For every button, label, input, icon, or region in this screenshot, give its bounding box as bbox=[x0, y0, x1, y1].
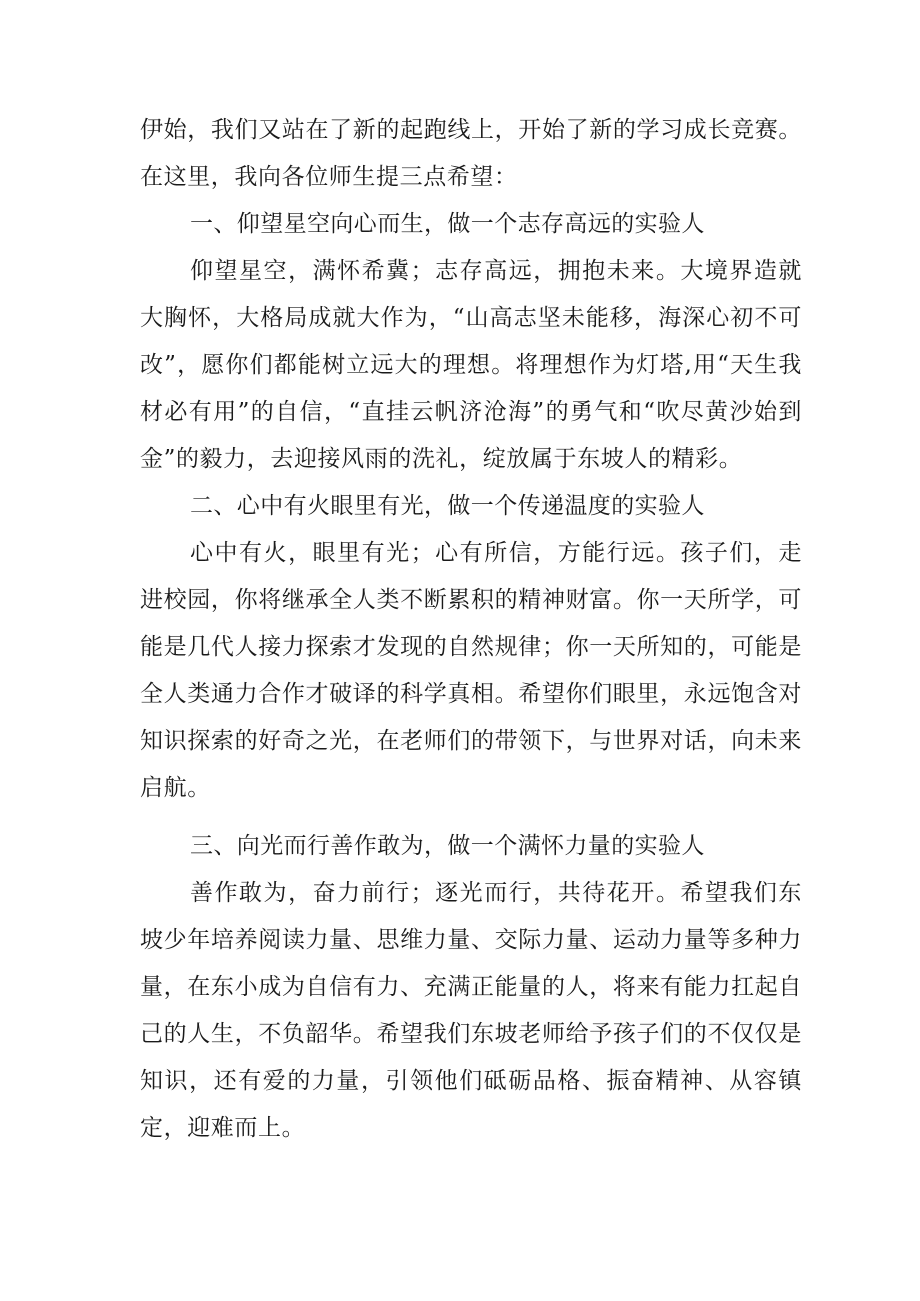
document-body bbox=[140, 107, 802, 1152]
section-paragraph-2: 心中有火，眼里有光；心有所信，方能行远。孩子们，走进校园，你将继承全人类不断累积的精神财富。你一天所学，可能是几代人接力探索才发现的自然规律；你一天所知的，可能是全人类通力合作才破译的科学真相。希望你们眼里，永远饱含对知识探索的好奇之光，在老师们的带领下，与世界对话，向未来启航。 bbox=[140, 540, 802, 801]
section-paragraph-1: 仰望星空，满怀希冀；志存高远，拥抱未来。大境界造就大胸怀，大格局成就大作为，“山高志坚未能移，海深心初不可改”，愿你们都能树立远大的理想。将理想作为灯塔,用“天生我材必有用”的自信，“直挂云帆济沧海”的勇气和“吹尽黄沙始到金”的毅力，去迎接风雨的洗礼，绽放属于东坡人的精彩。 bbox=[140, 258, 802, 472]
section-heading-1: 一、仰望星空向心而生，做一个志存高远的实验人 bbox=[190, 211, 705, 237]
intro-paragraph: 伊始，我们又站在了新的起跑线上，开始了新的学习成长竞赛。在这里，我向各位师生提三点希望： bbox=[140, 117, 802, 190]
section-heading-2: 二、心中有火眼里有光，做一个传递温度的实验人 bbox=[190, 493, 705, 519]
section-paragraph-3: 善作敢为，奋力前行；逐光而行，共待花开。希望我们东坡少年培养阅读力量、思维力量、交际力量、运动力量等多种力量，在东小成为自信有力、充满正能量的人，将来有能力扛起自己的人生，不负韶华。希望我们东坡老师给予孩子们的不仅仅是知识，还有爱的力量，引领他们砥砺品格、振奋精神、从容镇定，迎难而上。 bbox=[140, 880, 802, 1141]
section-heading-3: 三、向光而行善作敢为，做一个满怀力量的实验人 bbox=[190, 833, 705, 859]
